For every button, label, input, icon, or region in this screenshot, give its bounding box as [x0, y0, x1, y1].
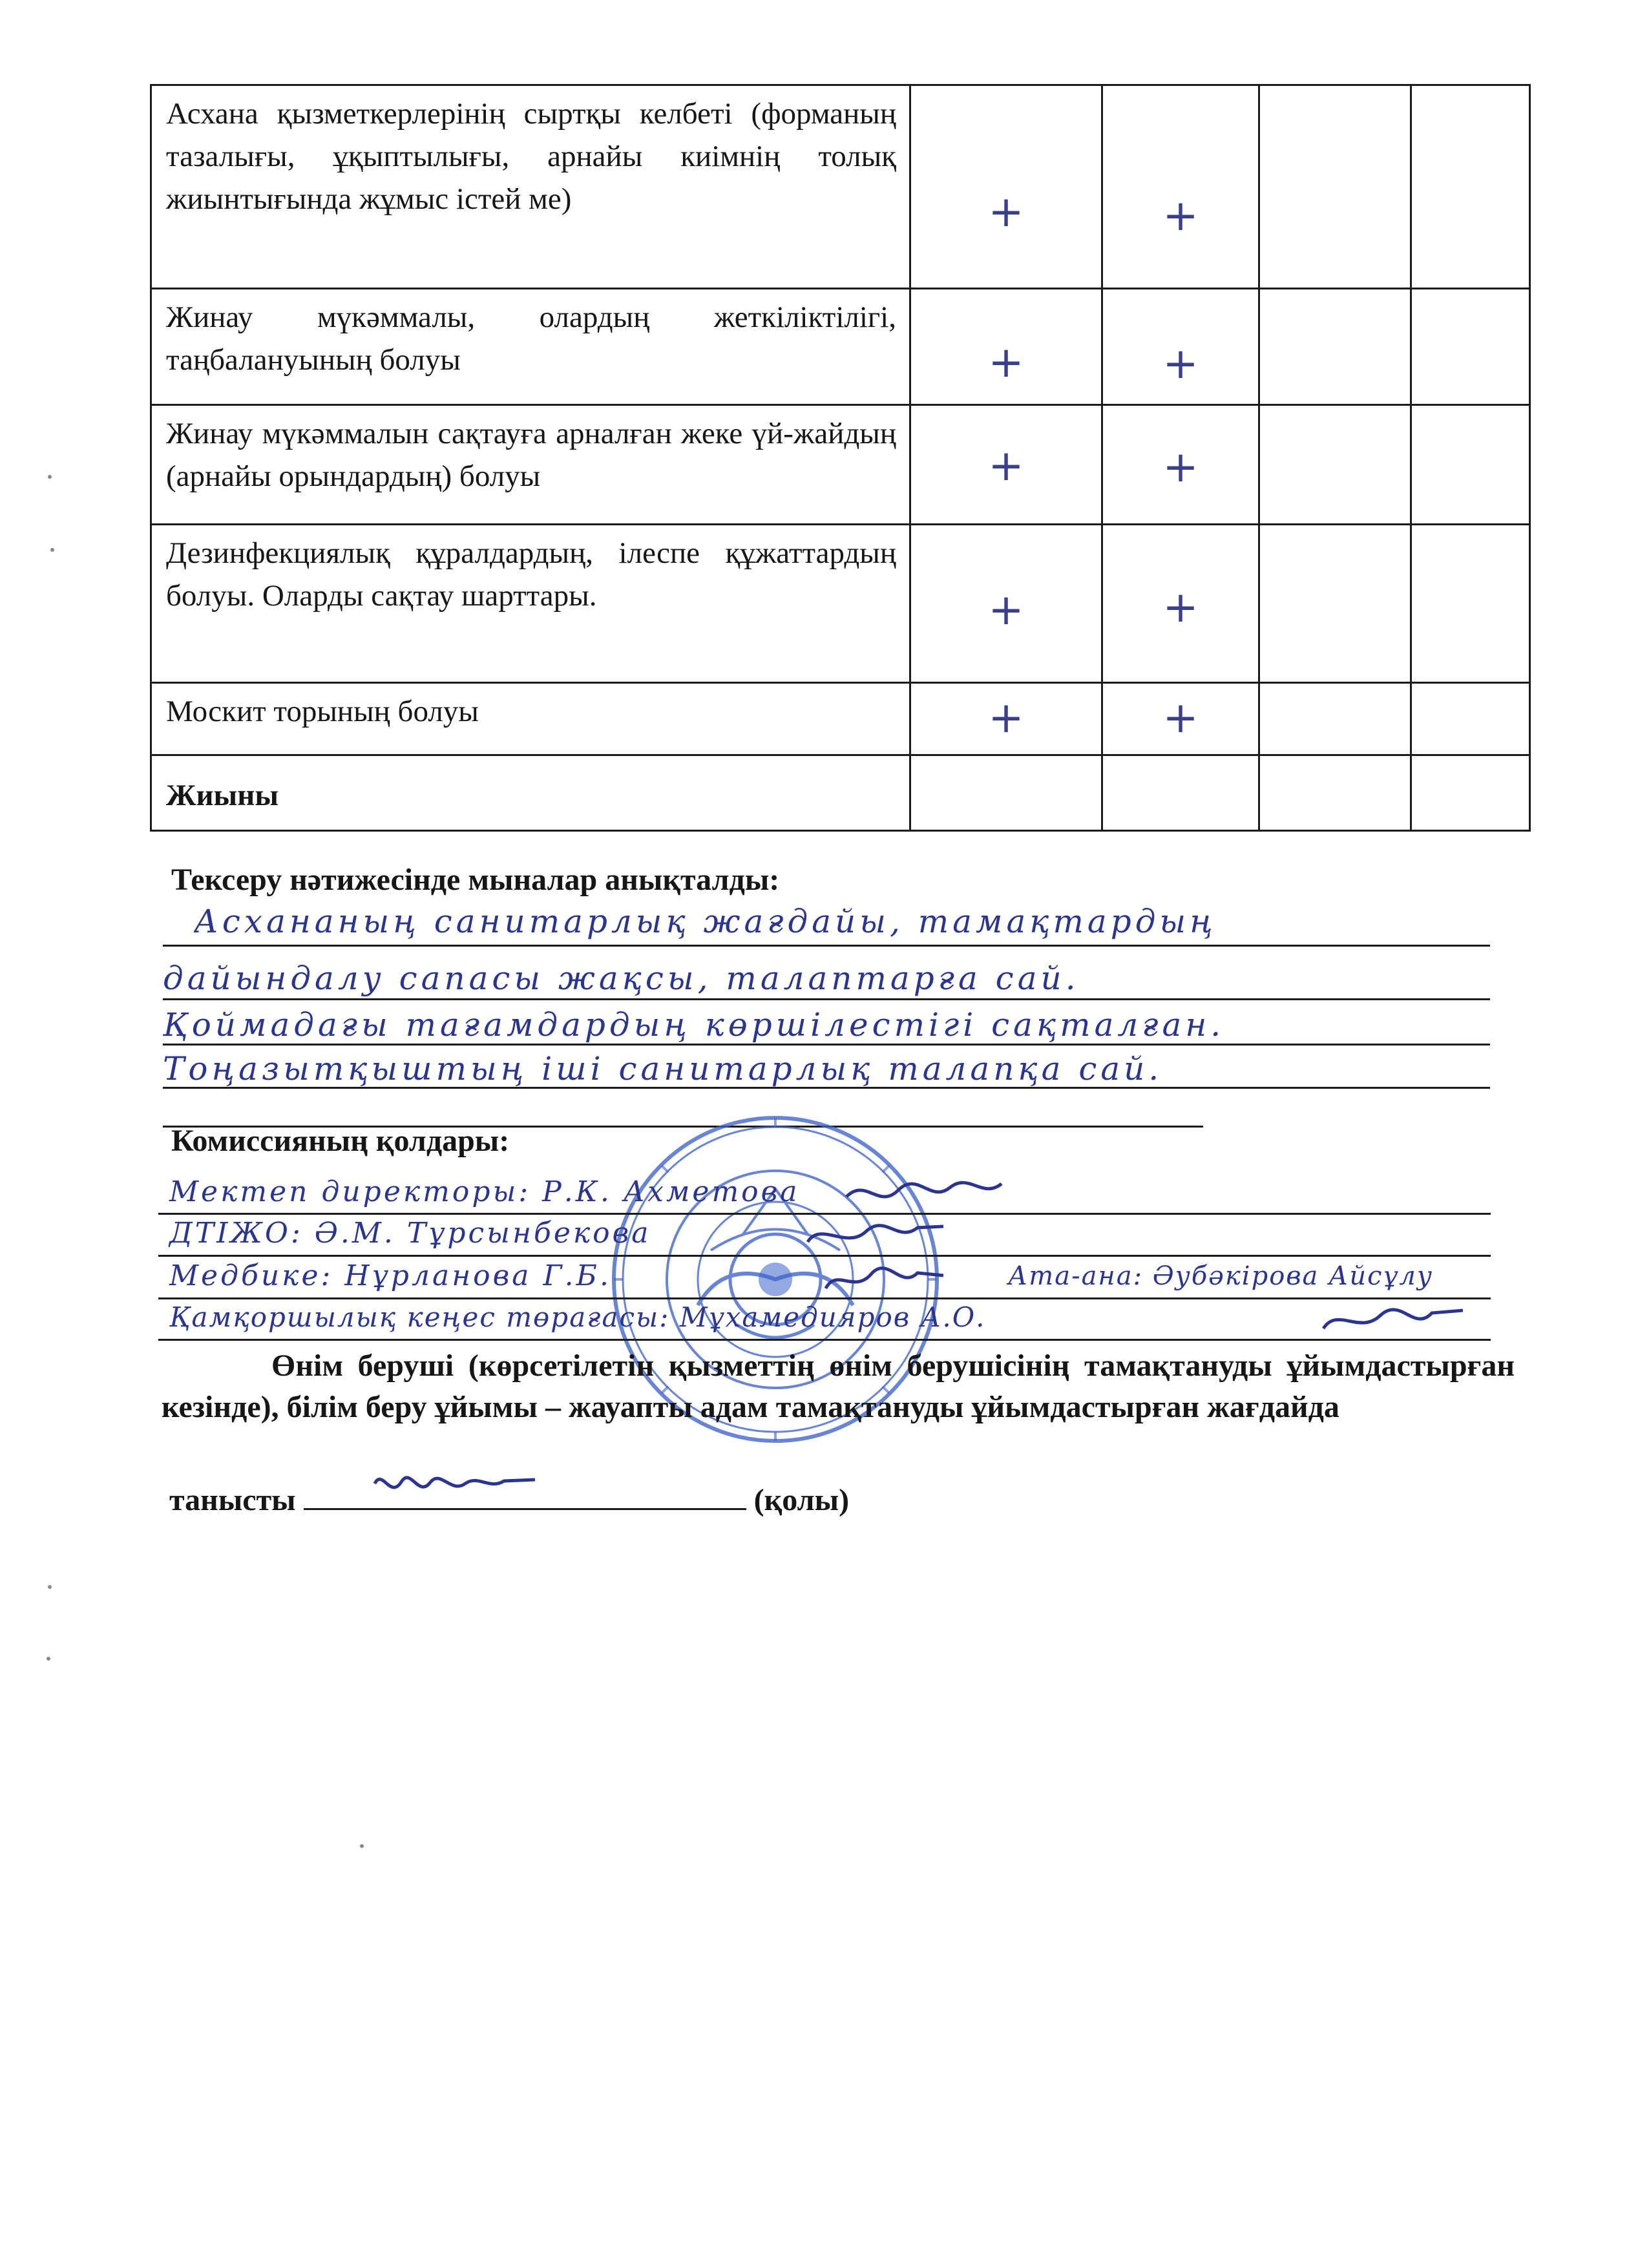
mark-cell: [1102, 755, 1259, 831]
acquainted-label: танысты: [169, 1483, 296, 1517]
mark-cell: [910, 85, 1102, 289]
signature-line-nurse: Медбике: Нұрланова Г.Б.: [169, 1259, 611, 1292]
plus-mark: +: [988, 585, 1024, 635]
table-row: [151, 85, 1530, 289]
signature-line-deputy: ДТІЖО: Ә.М. Тұрсынбекова: [169, 1217, 651, 1250]
mark-cell: [1259, 525, 1411, 683]
signature-rule: [158, 1339, 1491, 1341]
table-row: [151, 683, 1530, 755]
acknowledgement-signature-scribble: [368, 1462, 543, 1507]
plus-mark: +: [988, 441, 1024, 490]
mark-cell: [1411, 525, 1530, 683]
scan-speck: [47, 1657, 50, 1661]
mark-cell: [1102, 289, 1259, 405]
total-label-cell: Жиыны: [151, 755, 910, 831]
writing-rule: [163, 998, 1490, 1000]
criterion-cell: Москит торының болуы: [151, 683, 910, 755]
plus-mark: +: [988, 187, 1024, 236]
findings-heading: Тексеру нәтижесінде мыналар анықталды:: [171, 863, 780, 897]
plus-mark: +: [1162, 191, 1199, 240]
scan-speck: [360, 1844, 364, 1848]
scan-speck: [48, 475, 52, 479]
mark-cell: [910, 289, 1102, 405]
mark-cell: [1411, 683, 1530, 755]
plus-mark: +: [1162, 339, 1199, 388]
findings-line: Тоңазытқыштың іші санитарлық талапқа сай.: [163, 1050, 1163, 1087]
signature-rule: [158, 1297, 1491, 1299]
plus-mark: +: [1162, 693, 1199, 742]
acknowledgement-line: [169, 1480, 849, 1520]
mark-cell: [1259, 85, 1411, 289]
signature-line-board-chair: Қамқоршылық кеңес төрағасы: Мұхамедияров А.О.: [169, 1301, 986, 1333]
findings-line: Қоймадағы тағамдардың көршілестігі сақталған.: [163, 1006, 1225, 1044]
mark-cell: [1259, 405, 1411, 525]
writing-rule: [163, 1044, 1490, 1045]
table-row: [151, 405, 1530, 525]
findings-line: дайындалу сапасы жақсы, талаптарға сай.: [163, 960, 1080, 997]
mark-cell: [1411, 755, 1530, 831]
writing-rule: [163, 1087, 1490, 1089]
provider-paragraph-text: Өнім беруші (көрсетілетін қызметтің өнім берушісінің тамақтануды ұйымдастырған кезінде), білім беру ұйымы – жауапты адам тамақтануды ұйымдастырған жағдайда: [162, 1349, 1515, 1424]
mark-cell: [1411, 289, 1530, 405]
table-row: [151, 525, 1530, 683]
mark-cell: [910, 405, 1102, 525]
board-chair-signature-scribble: [1318, 1299, 1467, 1344]
mark-cell: [910, 755, 1102, 831]
plus-mark: +: [1162, 442, 1199, 492]
mark-cell: [910, 525, 1102, 683]
mark-cell: [1102, 525, 1259, 683]
mark-cell: [910, 683, 1102, 755]
criterion-cell: Жинау мүкәммалын сақтауға арналған жеке үй-жайдың (арнайы орындардың) болуы: [151, 405, 910, 525]
mark-cell: [1259, 683, 1411, 755]
director-signature-scribble: [840, 1171, 1008, 1216]
acknowledgement-signature-field: [304, 1480, 746, 1510]
table-row: [151, 289, 1530, 405]
criterion-cell: Дезинфекциялық құралдардың, ілеспе құжаттардың болуы. Оларды сақтау шарттары.: [151, 525, 910, 683]
findings-line: Асхананың санитарлық жағдайы, тамақтардың: [194, 903, 1217, 940]
mark-cell: [1102, 405, 1259, 525]
inspection-checklist-table: [150, 84, 1531, 832]
signatures-heading: Комиссияның қолдары:: [171, 1124, 510, 1158]
plus-mark: +: [988, 337, 1024, 387]
criterion-cell: Асхана қызметкерлерінің сыртқы келбеті (форманың тазалығы, ұқыптылығы, арнайы киімнің толық жиынтығында жұмыс істей ме): [151, 85, 910, 289]
signature-line-director: Мектеп директоры: Р.К. Ахметова: [169, 1175, 800, 1208]
table-row-total: [151, 755, 1530, 831]
plus-mark: +: [1162, 582, 1199, 632]
mark-cell: [1411, 85, 1530, 289]
mark-cell: [1411, 405, 1530, 525]
criterion-cell: Жинау мүкәммалы, олардың жеткіліктілігі, таңбалануының болуы: [151, 289, 910, 405]
mark-cell: [1259, 755, 1411, 831]
provider-paragraph: [162, 1345, 1515, 1428]
mark-cell: [1102, 683, 1259, 755]
scan-speck: [50, 548, 54, 552]
signature-line-parent: Ата-ана: Әубәкірова Айсұлу: [1008, 1261, 1434, 1291]
signature-caption: (қолы): [753, 1483, 850, 1517]
writing-rule: [163, 945, 1490, 947]
mark-cell: [1102, 85, 1259, 289]
nurse-signature-scribble: [821, 1256, 950, 1301]
scan-speck: [48, 1585, 52, 1589]
deputy-signature-scribble: [801, 1212, 950, 1257]
plus-mark: +: [988, 693, 1024, 742]
mark-cell: [1259, 289, 1411, 405]
